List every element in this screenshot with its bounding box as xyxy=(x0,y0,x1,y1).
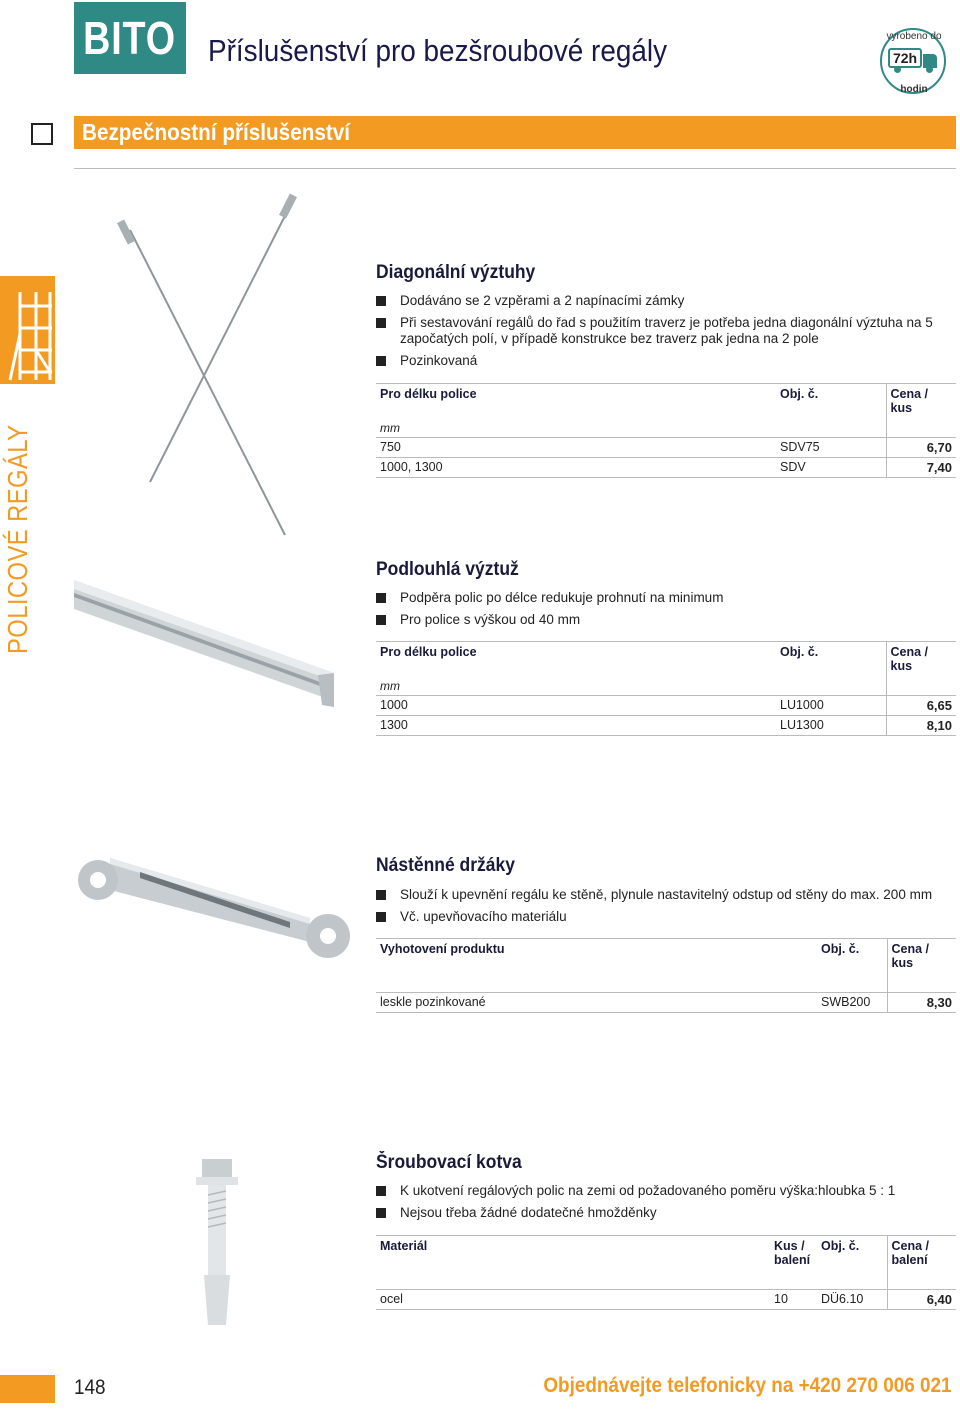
list-item: Slouží k upevnění regálu ke stěně, plynule nastavitelný odstup od stěny do max. 200 mm xyxy=(376,887,946,903)
diagonal-brace-image xyxy=(100,190,310,540)
wall-bracket-image xyxy=(70,850,360,970)
price-table xyxy=(376,1235,956,1310)
product-title: Podlouhlá výztuž xyxy=(376,559,519,580)
table-row: 1300 LU1300 8,10 xyxy=(376,715,956,735)
section-checkbox[interactable] xyxy=(31,123,53,145)
unit-label: mm xyxy=(380,420,400,435)
feature-list xyxy=(376,887,946,931)
column-header: Obj. č. xyxy=(821,1239,860,1253)
section-header xyxy=(74,116,956,149)
product-title: Nástěnné držáky xyxy=(376,855,515,876)
column-header: Cena / balení xyxy=(887,1236,956,1268)
column-header: Obj. č. xyxy=(821,942,860,956)
page-number: 148 xyxy=(74,1376,106,1399)
column-header: Vyhotovení produktu xyxy=(380,942,505,956)
product-title: Šroubovací kotva xyxy=(376,1152,522,1173)
feature-list xyxy=(376,293,946,375)
page-title: Příslušenství pro bezšroubové regály xyxy=(208,33,668,68)
column-header: Obj. č. xyxy=(780,387,819,401)
column-header: Cena / kus xyxy=(887,939,956,971)
price-table xyxy=(376,383,956,478)
list-item: K ukotvení regálových polic na zemi od požadovaného poměru výška:hloubka 5 : 1 xyxy=(376,1183,946,1199)
table-row: 750 SDV75 6,70 xyxy=(376,437,956,457)
table-row: leskle pozinkované SWB200 8,30 xyxy=(376,992,956,1012)
divider xyxy=(74,168,956,169)
column-header: Kus / balení xyxy=(774,1239,811,1267)
feature-list xyxy=(376,590,946,634)
price-table xyxy=(376,641,956,736)
list-item: Pro police s výškou od 40 mm xyxy=(376,612,946,628)
list-item: Podpěra polic po délce redukuje prohnutí na minimum xyxy=(376,590,946,606)
column-header: Obj. č. xyxy=(780,645,819,659)
72h-badge xyxy=(878,26,950,98)
product-title: Diagonální výztuhy xyxy=(376,262,536,283)
table-row: ocel 10 DÜ6.10 6,40 xyxy=(376,1289,956,1309)
column-header: Cena / kus xyxy=(886,384,956,416)
list-item: Při sestavování regálů do řad s použitím traverz je potřeba jedna diagonální výztuha na 5 započatých polí, v případě konstrukce bez traverz pak jedna na 2 pole xyxy=(376,315,946,347)
list-item: Vč. upevňovacího materiálu xyxy=(376,909,946,925)
list-item: Dodáváno se 2 vzpěrami a 2 napínacími zámky xyxy=(376,293,946,309)
column-header: Materiál xyxy=(380,1239,428,1253)
badge-top-text: vyrobeno do xyxy=(886,31,942,42)
unit-label: mm xyxy=(380,678,400,693)
phone-order-text: Objednávejte telefonicky na +420 270 006 021 xyxy=(543,1374,952,1397)
badge-hours: 72h xyxy=(888,48,922,68)
price-table xyxy=(376,938,956,1013)
truck-icon xyxy=(888,48,938,72)
badge-bottom-text: hodin xyxy=(900,84,928,95)
section-title: Bezpečnostní příslušenství xyxy=(82,119,351,145)
list-item: Pozinkovaná xyxy=(376,353,946,369)
column-header: Cena / kus xyxy=(886,642,956,674)
table-row: 1000 LU1000 6,65 xyxy=(376,695,956,715)
bito-logo: BITO xyxy=(74,2,186,74)
table-row: 1000, 1300 SDV 7,40 xyxy=(376,457,956,477)
side-tab-label: POLICOVÉ REGÁLY xyxy=(2,424,33,654)
column-header: Pro délku police xyxy=(380,645,477,659)
column-header: Pro délku police xyxy=(380,387,477,401)
feature-list xyxy=(376,1183,946,1227)
longitudinal-brace-image xyxy=(72,575,342,715)
list-item: Nejsou třeba žádné dodatečné hmožděnky xyxy=(376,1205,946,1221)
footer-tab xyxy=(0,1375,55,1403)
anchor-bolt-image xyxy=(190,1155,250,1335)
